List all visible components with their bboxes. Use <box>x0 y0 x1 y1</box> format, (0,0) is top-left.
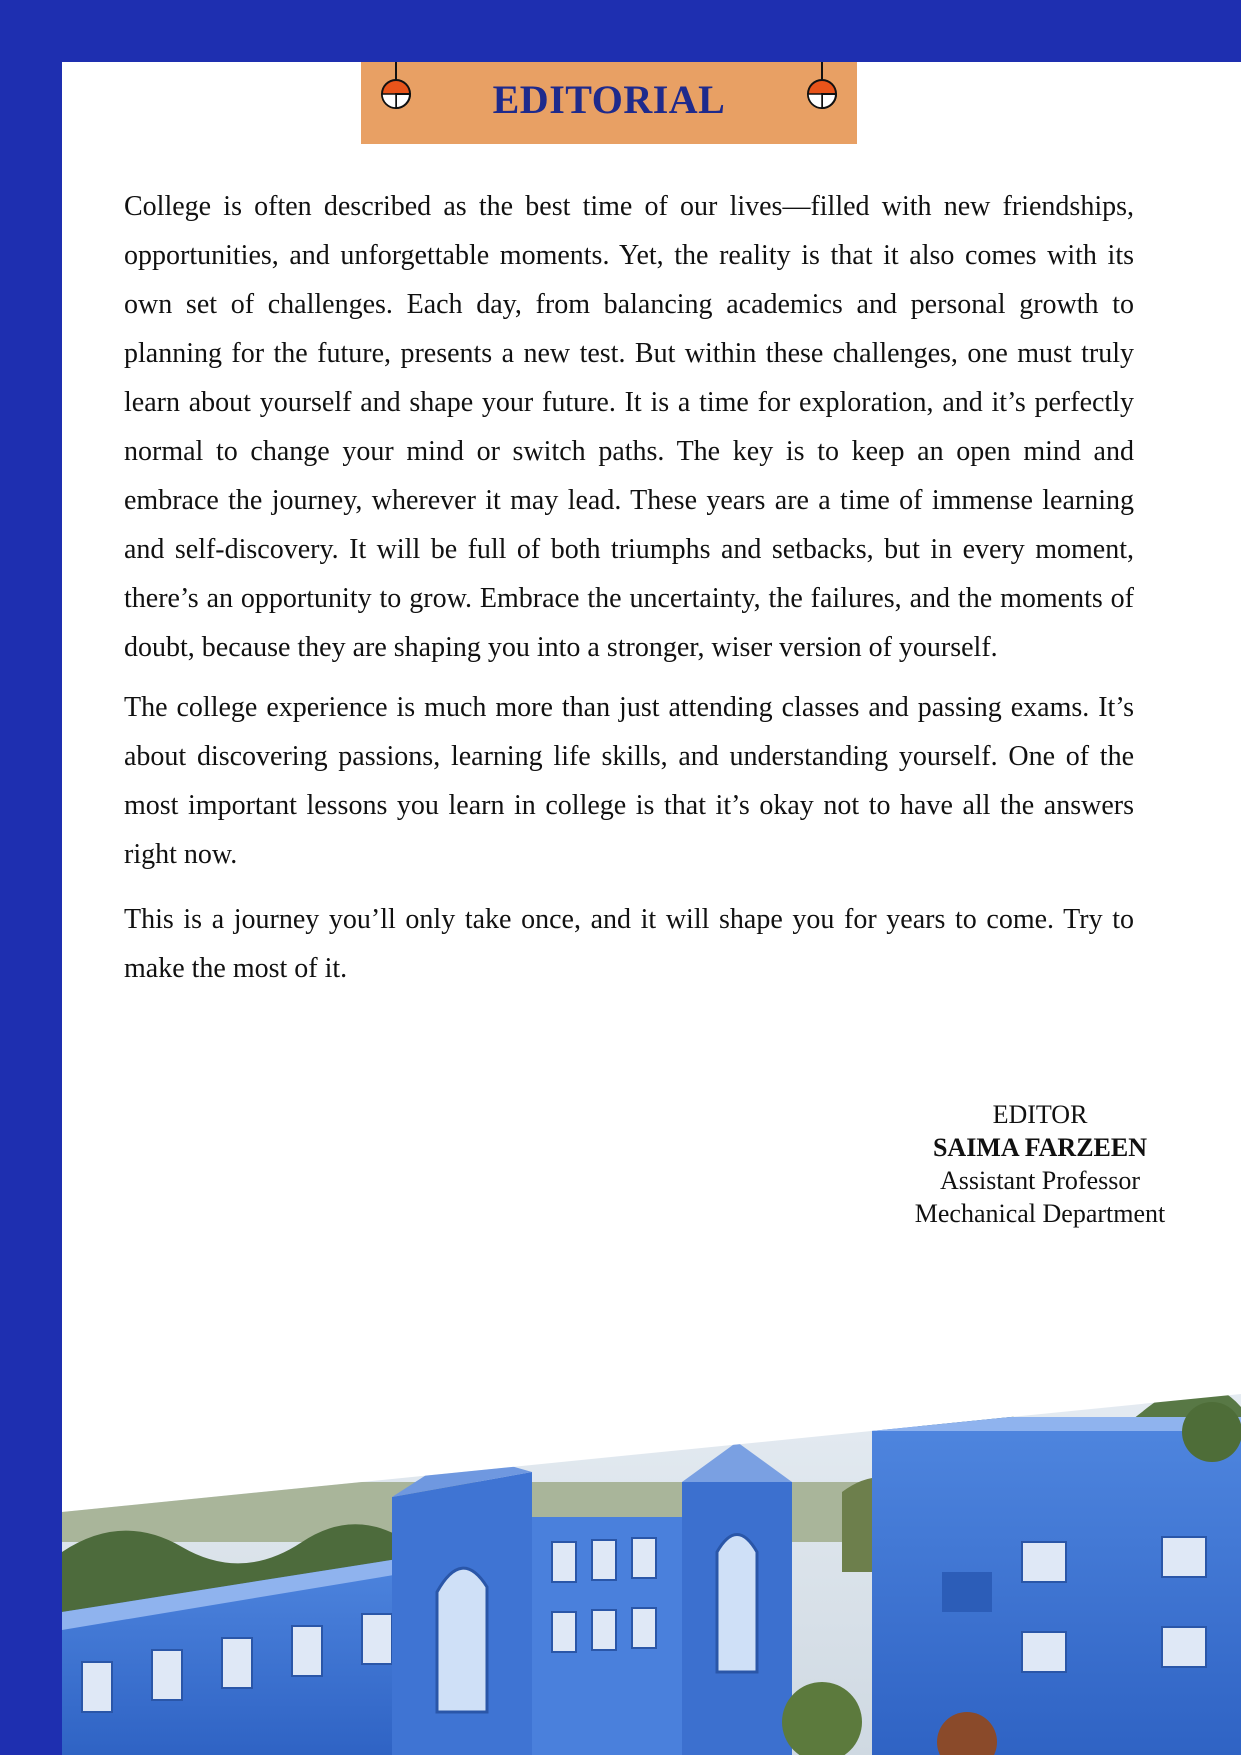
hanging-bulb-icon <box>802 62 842 112</box>
editorial-body <box>124 182 1134 1004</box>
paragraph-1: College is often described as the best time of our lives—filled with new friendships, opportunities, and unforgettable moments. Yet, the reality is that it also comes with its own set of challenges. Each day, from balancing academics and personal growth to planning for the future, presents a new test. But within these challenges, one must truly learn about yourself and shape your future. It is a time for exploration, and it’s perfectly normal to change your mind or switch paths. The key is to keep an open mind and embrace the journey, wherever it may lead. These years are a time of immense learning and self-discovery. It will be full of both triumphs and setbacks, but in every moment, there’s an opportunity to grow. Embrace the uncertainty, the failures, and the moments of doubt, because they are shaping you into a stronger, wiser version of yourself. <box>124 191 1134 663</box>
signature-name: SAIMA FARZEEN <box>932 1133 1148 1162</box>
signature-title: Assistant Professor <box>939 1166 1141 1195</box>
signature-role: EDITOR <box>992 1100 1088 1129</box>
page-title: EDITORIAL <box>492 77 726 122</box>
signature-department: Mechanical Department <box>914 1199 1166 1228</box>
editorial-banner <box>361 62 857 144</box>
editorial-page <box>62 62 1241 1755</box>
paragraph-2: The college experience is much more than just attending classes and passing exams. It’s about discovering passions, learning life skills, and understanding yourself. One of the most important lessons you learn in college is that it’s okay not to have all the answers right now. <box>124 692 1134 870</box>
editor-signature <box>810 1098 1241 1230</box>
paragraph-3: This is a journey you’ll only take once, and it will shape you for years to come. Try to make the most of it. <box>124 904 1134 984</box>
college-building-photo <box>62 1312 1241 1755</box>
